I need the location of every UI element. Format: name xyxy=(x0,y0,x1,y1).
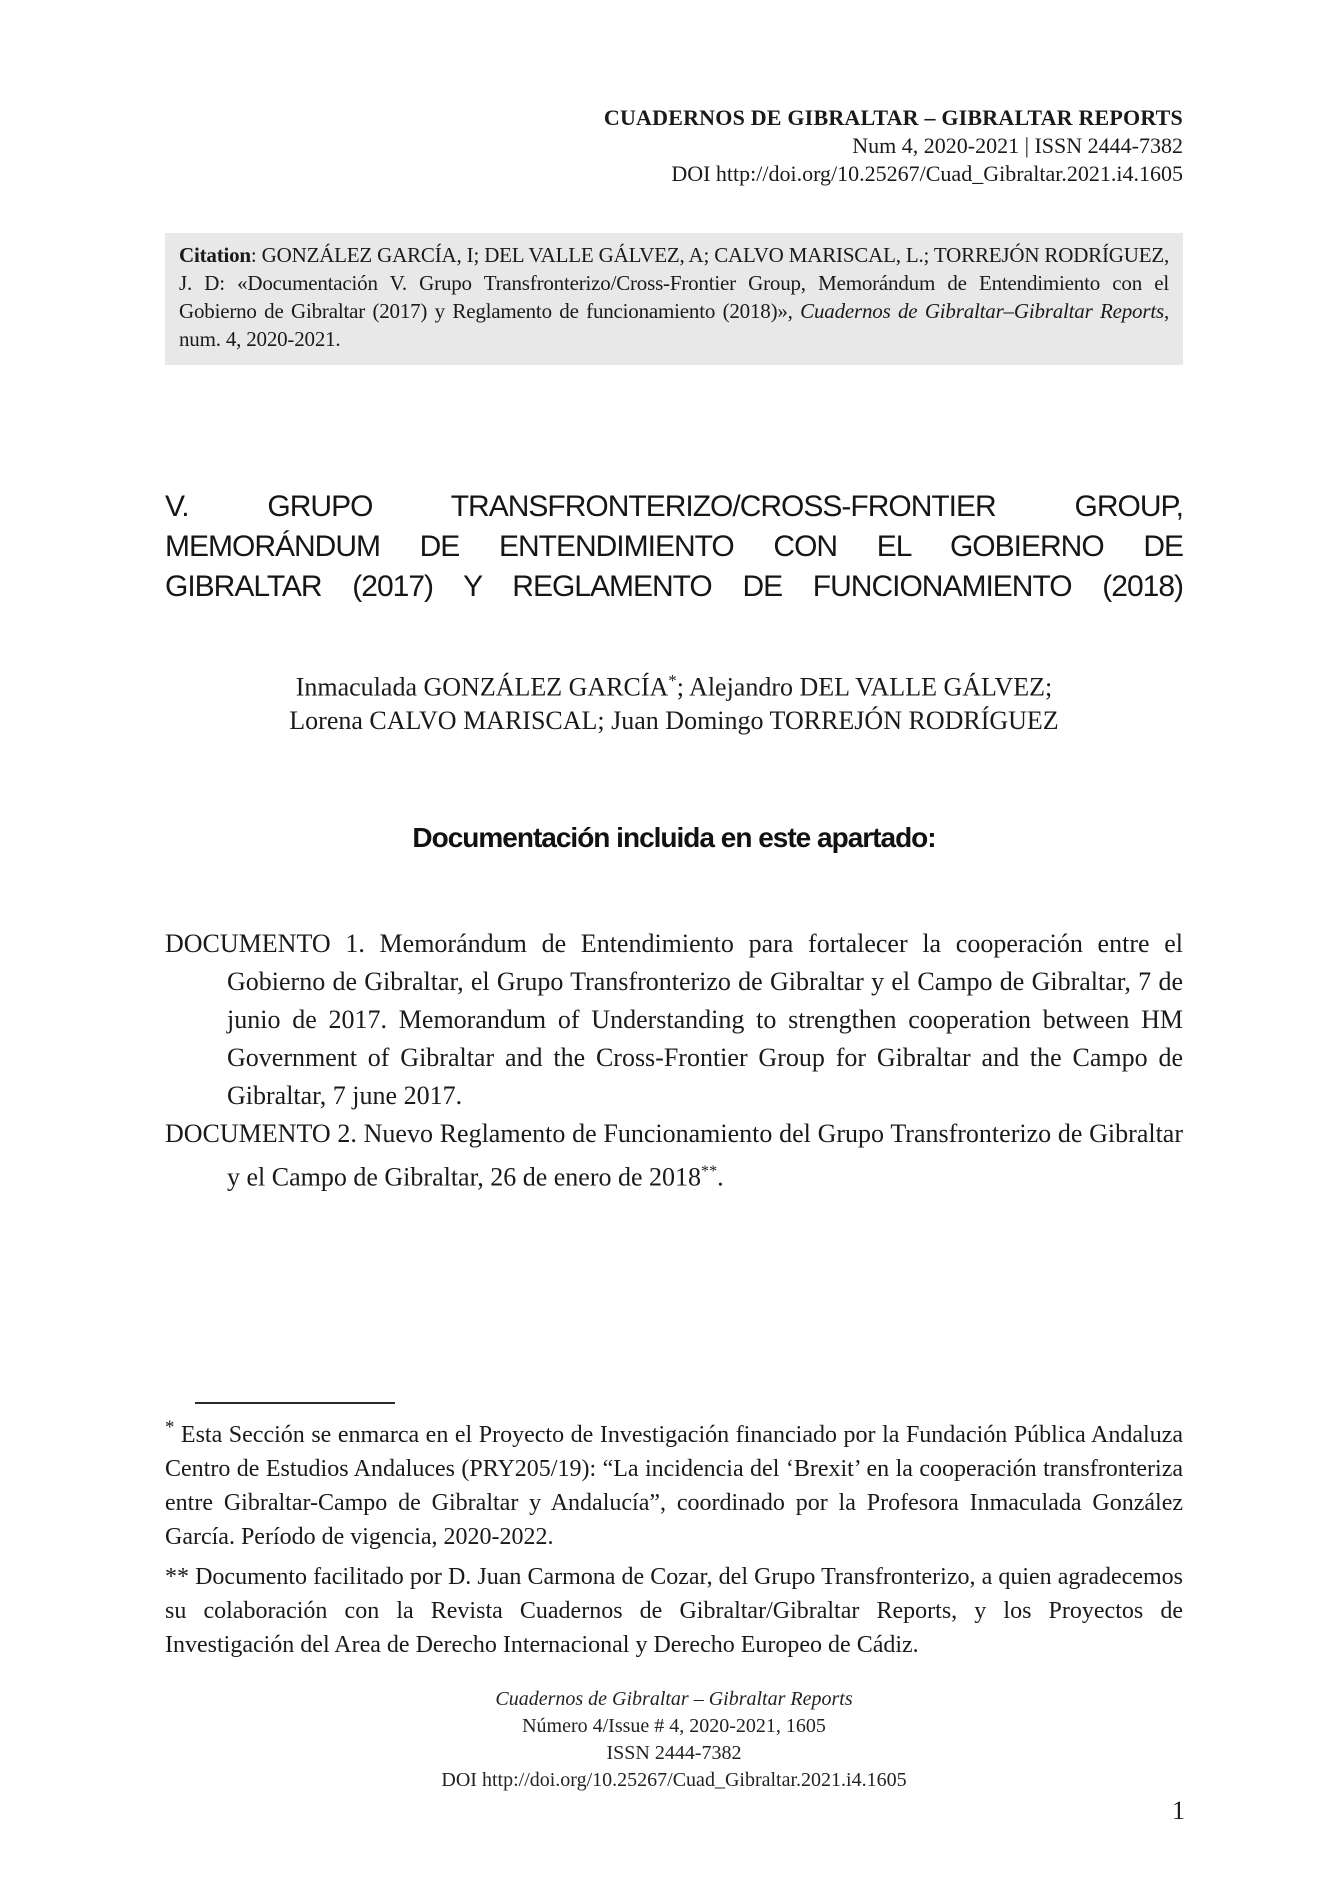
footnote-2-marker: ** xyxy=(165,1564,189,1590)
journal-title: CUADERNOS DE GIBRALTAR – GIBRALTAR REPORTS xyxy=(603,105,1183,130)
journal-header xyxy=(165,104,1183,188)
author-line-2: Lorena CALVO MARISCAL; Juan Domingo TORREJÓN RODRÍGUEZ xyxy=(289,705,1059,735)
citation-text: : GONZÁLEZ GARCÍA, I; DEL VALLE GÁLVEZ, A; CALVO MARISCAL, L.; TORREJÓN RODRÍGUEZ, J. D: «Documentación V. Grupo Transfronterizo/Cross-Frontier Group, Memorándum de Entendimiento con el Gobierno de Gibraltar (2017) y Reglamento de funcionamiento (2018)», xyxy=(179,243,1169,323)
authors-block xyxy=(165,664,1183,737)
footer-issue-line: Número 4/Issue # 4, 2020-2021, 1605 xyxy=(522,1715,826,1737)
document-2-text: DOCUMENTO 2. Nuevo Reglamento de Funcionamiento del Grupo Transfronterizo de Gibraltar y el Campo de Gibraltar, 26 de enero de 2018 xyxy=(165,1119,1183,1192)
title-line-3: GIBRALTAR (2017) Y REGLAMENTO DE FUNCIONAMIENTO (2018) xyxy=(165,570,1183,603)
header-issue-line: Num 4, 2020-2021 | ISSN 2444-7382 xyxy=(852,133,1183,158)
header-doi-line: DOI http://doi.org/10.25267/Cuad_Gibraltar.2021.i4.1605 xyxy=(671,161,1183,186)
section-heading: Documentación incluida en este apartado: xyxy=(412,822,936,853)
article-title xyxy=(165,487,1183,607)
citation-tail: , num. 4, 2020-2021. xyxy=(179,299,1169,351)
title-line-2: MEMORÁNDUM DE ENTENDIMIENTO CON EL GOBIERNO DE xyxy=(165,530,1183,563)
footer-issn-line: ISSN 2444-7382 xyxy=(606,1742,742,1764)
author-footnote-marker: * xyxy=(668,671,677,690)
footer-journal-name: Cuadernos de Gibraltar – Gibraltar Reports xyxy=(495,1688,853,1710)
footer-doi-line: DOI http://doi.org/10.25267/Cuad_Gibraltar.2021.i4.1605 xyxy=(441,1769,907,1791)
page-footer xyxy=(165,1686,1183,1794)
footnote-1-marker: * xyxy=(165,1417,175,1438)
footnote-separator xyxy=(195,1402,395,1404)
document-item-2 xyxy=(165,1115,1183,1197)
footnote-1 xyxy=(165,1418,1183,1554)
footnote-1-text: Esta Sección se enmarca en el Proyecto de Investigación financiado por la Fundación Pública Andaluza Centro de Estudios Andaluces (PRY205/19): “La incidencia del ‘Brexit’ en la cooperación transfronteriza entre Gibraltar-Campo de Gibraltar y Andalucía”, coordinado por la Profesora Inmaculada González García. Período de vigencia, 2020-2022. xyxy=(165,1422,1183,1550)
author-line-1-rest: ; Alejandro DEL VALLE GÁLVEZ; xyxy=(676,672,1053,702)
footnote-2-text: Documento facilitado por D. Juan Carmona de Cozar, del Grupo Transfronterizo, a quien agradecemos su colaboración con la Revista Cuadernos de Gibraltar/Gibraltar Reports, y los Proyectos de Investigación del Area de Derecho Internacional y Derecho Europeo de Cádiz. xyxy=(165,1564,1183,1658)
footnote-2 xyxy=(165,1560,1183,1662)
document-2-tail: . xyxy=(717,1162,724,1192)
citation-journal-name: Cuadernos de Gibraltar–Gibraltar Reports xyxy=(800,299,1164,323)
document-list xyxy=(165,925,1183,1197)
title-line-1: V. GRUPO TRANSFRONTERIZO/CROSS-FRONTIER GROUP, xyxy=(165,490,1183,523)
page-number: 1 xyxy=(1172,1796,1185,1825)
footnotes xyxy=(165,1392,1183,1662)
author-1-name: Inmaculada GONZÁLEZ GARCÍA xyxy=(295,672,669,702)
author-line-1 xyxy=(165,664,1183,704)
citation-box xyxy=(165,233,1183,365)
document-2-footnote-marker: ** xyxy=(701,1163,718,1180)
citation-label: Citation xyxy=(179,243,251,267)
document-item-1: DOCUMENTO 1. Memorándum de Entendimiento para fortalecer la cooperación entre el Gobierno de Gibraltar, el Grupo Transfronterizo de Gibraltar y el Campo de Gibraltar, 7 de junio de 2017. Memorandum of Understanding to strengthen cooperation between HM Government of Gibraltar and the Cross-Frontier Group for Gibraltar and the Campo de Gibraltar, 7 june 2017. xyxy=(165,929,1183,1110)
